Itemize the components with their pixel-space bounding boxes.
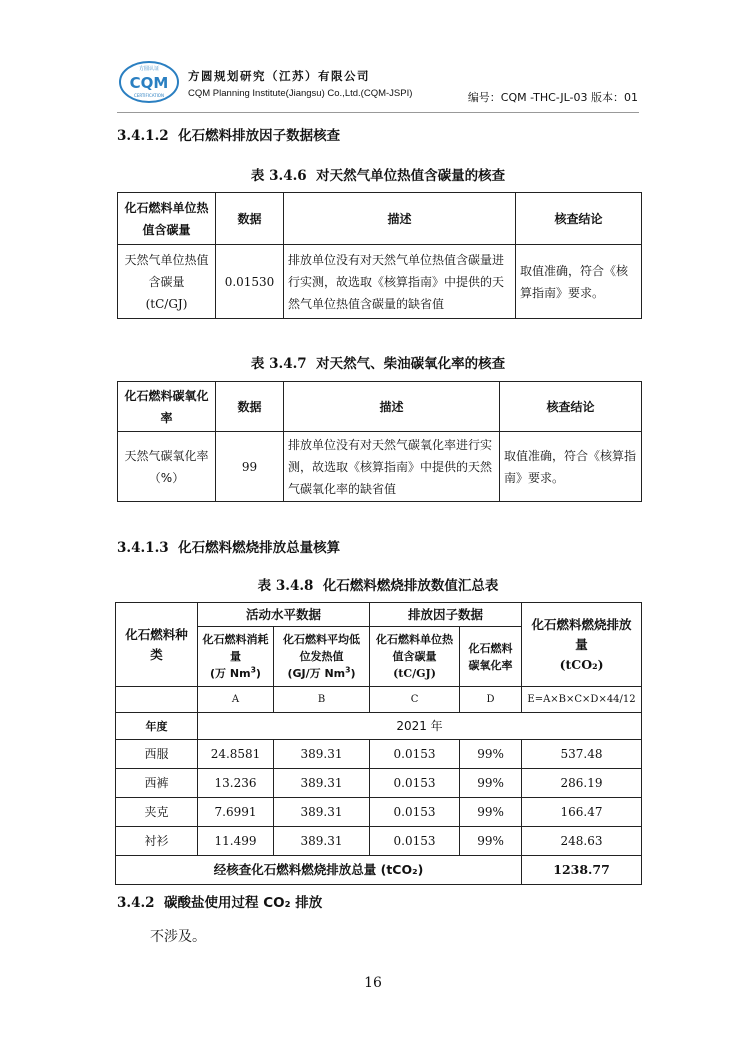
cell-fuel-name: 衬衫: [116, 827, 198, 856]
section-title: 碳酸盐使用过程 CO₂ 排放: [164, 895, 323, 911]
cell-e: 286.19: [522, 769, 642, 798]
cell-c: 0.0153: [370, 827, 460, 856]
total-label: 经核查化石燃料燃烧排放总量 (tCO₂): [116, 856, 522, 885]
cell-value: 99: [216, 432, 284, 502]
cqm-logo-icon: [118, 60, 180, 104]
letter-c: C: [370, 687, 460, 713]
cell-item-name: 天然气碳氧化率（%）: [118, 432, 216, 502]
header-divider: [117, 112, 639, 113]
letter-e-formula: E=A×B×C×D×44/12: [522, 687, 642, 713]
body-text: 不涉及。: [150, 929, 206, 945]
year-value: 2021 年: [198, 713, 642, 740]
cell-e: 537.48: [522, 740, 642, 769]
header-data: 数据: [216, 382, 284, 432]
header-activity-data: 活动水平数据: [198, 603, 370, 627]
letter-a: A: [198, 687, 274, 713]
cell-c: 0.0153: [370, 740, 460, 769]
header-calorific-value: 化石燃料平均低位发热值 (GJ/万 Nm$^3$): [274, 627, 370, 687]
letter-d: D: [460, 687, 522, 713]
cell-c: 0.0153: [370, 798, 460, 827]
header-description: 描述: [284, 382, 500, 432]
caption-title: 对天然气、柴油碳氧化率的核查: [316, 356, 506, 372]
section-title: 化石燃料燃烧排放总量核算: [178, 540, 341, 556]
header-emission-factor: 排放因子数据: [370, 603, 522, 627]
cell-e: 248.63: [522, 827, 642, 856]
header-total-emission: 化石燃料燃烧排放量 (tCO₂): [522, 603, 642, 687]
caption-number: 表 3.4.6: [250, 168, 307, 184]
letter-blank: [116, 687, 198, 713]
header-oxidation-rate: 化石燃料碳氧化率: [460, 627, 522, 687]
section-number: 3.4.1.2: [117, 128, 169, 144]
page-header: [118, 60, 638, 110]
cell-a: 24.8581: [198, 740, 274, 769]
cell-d: 99%: [460, 827, 522, 856]
header-consumption: 化石燃料消耗量 (万 Nm$^3$): [198, 627, 274, 687]
table-carbon-content-check: [117, 192, 642, 319]
logo-top-text: 方圆认证: [138, 66, 160, 72]
header-conclusion: 核查结论: [516, 193, 642, 245]
cell-d: 99%: [460, 740, 522, 769]
table-row: [116, 740, 642, 769]
caption-number: 表 3.4.8: [257, 578, 314, 594]
cell-conclusion: 取值准确，符合《核算指南》要求。: [516, 245, 642, 319]
cell-d: 99%: [460, 798, 522, 827]
cell-b: 389.31: [274, 769, 370, 798]
letter-b: B: [274, 687, 370, 713]
cell-c: 0.0153: [370, 769, 460, 798]
cell-description: 排放单位没有对天然气单位热值含碳量进行实测，故选取《核算指南》中提供的天然气单位热值含碳量的缺省值: [284, 245, 516, 319]
header-fuel-carbon-content: 化石燃料单位热值含碳量: [118, 193, 216, 245]
header-fuel-type: 化石燃料种类: [116, 603, 198, 687]
caption-title: 对天然气单位热值含碳量的核查: [316, 168, 506, 184]
company-name-cn: 方圆规划研究（江苏）有限公司: [188, 69, 370, 83]
caption-number: 表 3.4.7: [250, 356, 307, 372]
cell-a: 11.499: [198, 827, 274, 856]
table-emission-summary: [115, 602, 642, 885]
cell-d: 99%: [460, 769, 522, 798]
section-heading-342: [117, 891, 322, 911]
table-row: [116, 769, 642, 798]
year-label: 年度: [116, 713, 198, 740]
table-row: [116, 798, 642, 827]
cell-a: 13.236: [198, 769, 274, 798]
cell-b: 389.31: [274, 798, 370, 827]
table-row: [116, 827, 642, 856]
cell-description: 排放单位没有对天然气碳氧化率进行实测，故选取《核算指南》中提供的天然气碳氧化率的缺省值: [284, 432, 500, 502]
cell-e: 166.47: [522, 798, 642, 827]
table-caption-348: [117, 574, 639, 594]
cell-item-name: 天然气单位热值含碳量 (tC/GJ): [118, 245, 216, 319]
header-fuel-oxidation-rate: 化石燃料碳氧化率: [118, 382, 216, 432]
cell-value: 0.01530: [216, 245, 284, 319]
cell-fuel-name: 西服: [116, 740, 198, 769]
table-caption-346: [117, 164, 639, 184]
cell-conclusion: 取值准确，符合《核算指南》要求。: [500, 432, 642, 502]
cell-fuel-name: 夹克: [116, 798, 198, 827]
page-number: 16: [364, 975, 382, 991]
section-heading-3413: [117, 536, 340, 556]
cell-b: 389.31: [274, 740, 370, 769]
total-value: 1238.77: [522, 856, 642, 885]
header-data: 数据: [216, 193, 284, 245]
table-caption-347: [117, 352, 639, 372]
header-carbon-content: 化石燃料单位热值含碳量 (tC/GJ): [370, 627, 460, 687]
section-number: 3.4.1.3: [117, 540, 169, 556]
cell-b: 389.31: [274, 827, 370, 856]
header-description: 描述: [284, 193, 516, 245]
logo-bottom-text: CERTIFICATION: [134, 93, 164, 98]
cell-a: 7.6991: [198, 798, 274, 827]
logo-text: CQM: [129, 74, 169, 92]
cell-fuel-name: 西裤: [116, 769, 198, 798]
section-title: 化石燃料排放因子数据核查: [178, 128, 341, 144]
section-number: 3.4.2: [117, 895, 155, 911]
table-oxidation-rate-check: [117, 381, 642, 502]
company-name-en: CQM Planning Institute(Jiangsu) Co.,Ltd.(CQM-JSPI): [188, 88, 413, 99]
caption-title: 化石燃料燃烧排放数值汇总表: [322, 578, 499, 594]
document-number: 编号：CQM -THC-JL-03 版本：01: [467, 91, 638, 104]
section-heading-3412: [117, 124, 340, 144]
header-conclusion: 核查结论: [500, 382, 642, 432]
